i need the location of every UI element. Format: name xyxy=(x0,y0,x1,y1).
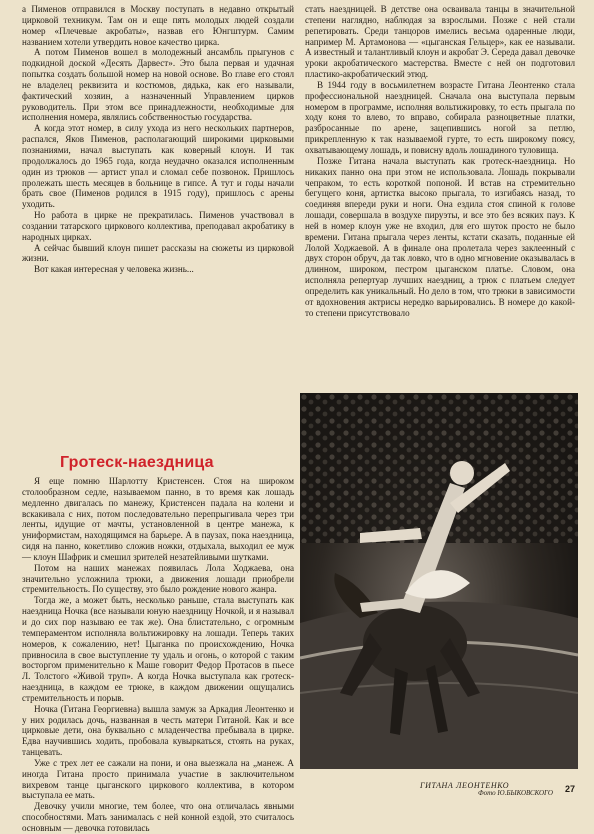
paragraph: А сейчас бывший клоун пишет рассказы на сюжеты из цирковой жизни. xyxy=(22,242,294,264)
section-title: Гротеск-наездница xyxy=(60,454,214,471)
paragraph: Ночка (Гитана Георгиевна) вышла замуж за Аркадия Леонтенко и у них родилась дочь, названная в честь матери Гитаной. Как и все цирковые дети, она буквально с младенчества пребывала в цирке. Едва научившись ходить, пробовала кувыркаться, стоять на руках, танцевать. xyxy=(22,703,294,758)
paragraph: Потом на наших манежах появилась Лола Ходжаева, она значительно усложнила трюки, а движения лошади приобрели стремительность. По существу, это было рождение нового жанра. xyxy=(22,562,294,595)
paragraph: Девочку учили многие, тем более, что она отличалась явными способностями. Мать занималась с ней конной ездой, это считалось основным — девочка готовилась xyxy=(22,801,294,833)
paragraph: Но работа в цирке не прекратилась. Пименов участвовал в создании татарского циркового коллектива, преподавал акробатику в народных цирках. xyxy=(22,210,294,242)
circus-rider-photo xyxy=(300,393,578,769)
page-number: 27 xyxy=(565,784,576,794)
paragraph: Я еще помню Шарлотту Кристенсен. Стоя на широком столообразном седле, называемом панно, в то время как лошадь медленно двигалась по манежу, Кристенсен падала на колени и вскакивала с них, потом последовательно перепрыгивала через три ленты, идущие от мачты, установленной в центре манежа, к униформистам, находящимся на барьере. А в паузах, пока наездница, сидя на панно, кокетливо сложив ножки, отдыхала, выходил ее муж — клоун Шафрик и смешил зрителей незатейливыми шутками. xyxy=(22,476,294,562)
paragraph: Уже с трех лет ее сажали на пони, и она выезжала на „манеж. А иногда Гитана просто принимала участие в заключительном вихревом танце цыганского циркового коллектива, в котором выступала ее мать. xyxy=(22,757,294,801)
article-bottom-left-column xyxy=(22,476,294,833)
paragraph: В 1944 году в восьмилетнем возрасте Гитана Леонтенко стала профессиональной наездницей. Сначала она выступала первым номером в программе, исполняя вольтижировку, то есть прыгала по ходу коня то влево, то вправо, собирала разноцветные платки, разбросанные по арене, зацепившись ногой за петлю, прикрепленную к так называемой гурте, то есть широкому поясу, охватывающему лошадь, и повисну вдоль лошадиного туловища. xyxy=(305,79,575,155)
article-right-column xyxy=(305,4,575,318)
paragraph: Позже Гитана начала выступать как гротеск-наездница. Но никаких панно она при этом не использовала. Лошадь покрывали чепраком, то есть короткой попоной. И встав на стремительно бегущего коня, артистка высоко прыгала, то изгибаясь назад, то соединяя впереди руки и ноги. Она ездила стоя спиной к голове лошади, совершала в воздухе пируэты, и все это без всяких пауз. К ней в номер клоун уже не входил, для его шуток просто не было времени. Гитана прыгала через ленты, кстати сказать, поданные ей Лолой Ходжаевой. А в финале она пролетала через заклеенный с двух сторон обруч, да так ловко, что в одно мгновение оказывалась в длинном, широком, пестром цыганском платье. Словом, она исполняла репертуар лучших наездниц, а трюк с платьем следует определить как уникальный. Но дело в том, что трюки в зависимости от вдохновения актрисы нередко варьировались. В номере до какой-то степени присутствовало xyxy=(305,155,575,318)
paragraph: А когда этот номер, в силу ухода из него нескольких партнеров, распался, Яков Пименов, располагающий широкими цирковыми познаниями, начал выступать как коверный клоун. И так продолжалось до 1965 года, когда неудачно оказался исполненным один из трюков — артист упал и сломал себе позвонок. Пришлось пролежать шесть месяцев в больнице в гипсе. А тут и годы начали брать свое (Пименов родился в 1915 году), пришлось с арены уходить. xyxy=(22,123,294,210)
paragraph: стать наездницей. В детстве она осваивала танцы в значительной степени наглядно, наблюдая за взрослыми. Позже с ней стали репетировать. Среди танцоров имелись весьма одаренные люди, например М. Артамонова — «цыганская Гельцер», как ее называли. А известный и талантливый клоун и акробат Э. Середа давал девочке уроки акробатического мастерства. Вместе с ней он подготовил пластико-акробатический этюд. xyxy=(305,4,575,80)
paragraph: а Пименов отправился в Москву поступать в недавно открытый цирковой техникум. Там он и еще пять молодых людей создали номер «Плечевые акробаты», назвав его Юнгштурм. Самим названием хотели утвердить новое качество цирка. xyxy=(22,4,294,47)
paragraph: А потом Пименов вошел в молодежный ансамбль прыгунов с подкидной доской «Десять Дарвест». Это была первая и удачная попытка создать большой номер на новой основе. Во главе его стоял не владелец реквизита и костюмов, дядька, как его называли, фактический хозяин, а назначенный Управлением цирков руководитель. При этом все принадлежности, необходимые для исполнения номера, являлись собственностью государства. xyxy=(22,47,294,123)
article-top-left-column xyxy=(22,4,294,275)
paragraph: Тогда же, а может быть, несколько раньше, стала выступать как наездница Ночка (все называли юную наездницу Ночкой, и я называл и до сих пор называю ее так же). Она блистательно, с огромным темпераментом исполняла вольтижировку на лошади. Теперь таких номеров, к сожалению, нет! Цыганка по происхождению, Ночка привносила в свое выступление ту удаль и огонь, о которой с таким восторгом применительно к Маше говорит Федор Протасов в пьесе Л. Толстого «Живой труп». А когда Ночка выступала как гротеск-наездница, в каждом ее трюке, в каждом движении ощущались стремительность и порыв. xyxy=(22,595,294,703)
photo-credit: Фото Ю.БЫКОВСКОГО xyxy=(478,789,553,797)
photo-caption: ГИТАНА ЛЕОНТЕНКО xyxy=(420,781,510,790)
paragraph: Вот какая интересная у человека жизнь... xyxy=(34,264,194,275)
